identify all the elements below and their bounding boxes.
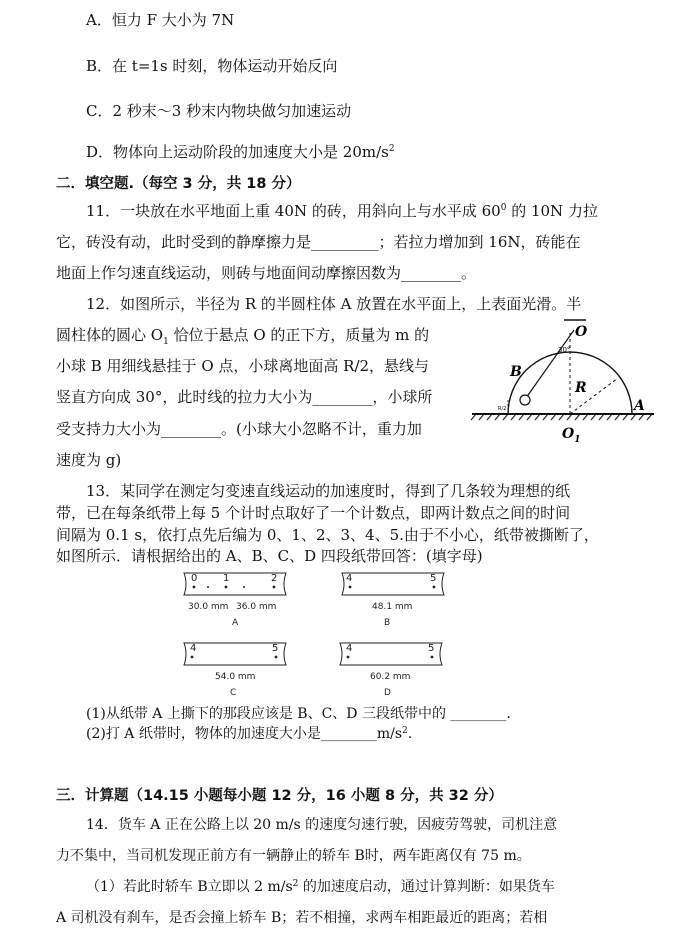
fig-label-half: R/2 [498,406,507,412]
option-a: A．恒力 F 大小为 7N [86,11,235,29]
q12-figure [468,318,658,450]
tape-b-label: B [384,618,391,628]
q11-line-2: 它，砖没有动，此时受到的静摩擦力是_________；若拉力增加到 16N，砖能在 [56,233,581,251]
fig-label-angle: 30° [558,346,571,354]
fig-label-o: O [575,324,588,340]
tape-b-mark-4: 4 [346,573,353,584]
q11-line-3: 地面上作匀速直线运动，则砖与地面间动摩擦因数为________。 [56,264,477,282]
q12-line-6: 速度为 g) [56,451,122,469]
tape-d-mark-5: 5 [428,643,435,654]
q12-line-3: 小球 B 用细线悬挂于 O 点，小球离地面高 R/2，悬线与 [56,357,430,375]
section-3-heading: 三．计算题（14.15 小题每小题 12 分，16 小题 8 分，共 32 分） [56,788,503,804]
fig-label-a: A [634,398,645,414]
q14-line-2: 力不集中，当司机发现正前方有一辆静止的轿车 B时，两车距离仅有 75 m。 [56,848,531,864]
q11-line-1: 11．一块放在水平地面上重 40N 的砖，用斜向上与水平成 $60^0$ 的 10N 力拉 [86,202,598,220]
tape-c-mark-4: 4 [190,643,197,654]
fig-label-b: B [510,364,522,380]
q12-line-1: 12．如图所示，半径为 R 的半圆柱体 A 放置在水平面上，上表面光滑。半 [86,295,582,313]
tape-a-dist-2: 36.0 mm [236,602,277,612]
q13-sub-2: (2)打 A 纸带时，物体的加速度大小是$\_\_\_\_\_\_\_\_m/s^2$. [86,726,413,742]
option-c: C．2 秒末～3 秒末内物块做匀加速运动 [86,102,352,120]
tape-a-dist-1: 30.0 mm [188,602,229,612]
tape-c-mark-5: 5 [272,643,279,654]
q14-line-4: A 司机没有刹车，是否会撞上轿车 B；若不相撞，求两车相距最近的距离；若相 [56,910,548,926]
q13-line-1: 13．某同学在测定匀变速直线运动的加速度时，得到了几条较为理想的纸 [86,482,571,500]
option-d: D．物体向上运动阶段的加速度大小是 $20m/s^2$ [86,143,395,161]
tape-a-label: A [232,618,239,628]
fig-label-o1: $O_1$ [562,426,581,445]
tape-c-dist: 54.0 mm [215,672,256,682]
q14-line-1: 14．货车 A 正在公路上以 20 m/s 的速度匀速行驶，因疲劳驾驶，司机注意 [86,817,558,833]
tape-a-mark-0: 0 [191,573,198,584]
q13-line-2: 带，已在每条纸带上每 5 个计时点取好了一个计数点，即两计数点之间的时间 [56,504,571,522]
q13-sub-1: (1)从纸带 A 上撕下的那段应该是 B、C、D 三段纸带中的 ________. [86,706,511,722]
tape-a-mark-1: 1 [223,573,230,584]
q12-line-4: 竖直方向成 30°，此时线的拉力大小为________，小球所 [56,388,433,406]
option-b: B．在 t=1s 时刻，物体运动开始反向 [86,57,338,75]
tape-b-dist: 48.1 mm [372,602,413,612]
tape-a-mark-2: 2 [271,573,278,584]
section-2-heading: 二．填空题.（每空 3 分，共 18 分） [56,176,301,192]
fig-label-r: R [575,380,587,396]
q13-line-4: 如图所示．请根据给出的 A、B、C、D 四段纸带回答：(填字母) [56,547,483,565]
q12-line-2: 圆柱体的圆心 $O_1$ 恰位于悬点 O 的正下方，质量为 m 的 [56,326,430,347]
q12-line-5: 受支持力大小为________。(小球大小忽略不计，重力加 [56,420,422,438]
q14-line-3: （1）若此时轿车 B立即以 2 $m/s^2$ 的加速度启动，通过计算判断：如果货车 [86,879,555,895]
tape-b-mark-5: 5 [430,573,437,584]
tape-d-dist: 60.2 mm [370,672,411,682]
tape-d-label: D [384,688,391,698]
tape-d-mark-4: 4 [346,643,353,654]
q13-line-3: 间隔为 0.1 s，依打点先后编为 0、1、2、3、4、5.由于不小心，纸带被撕断了， [56,526,599,544]
tape-c-label: C [230,688,237,698]
